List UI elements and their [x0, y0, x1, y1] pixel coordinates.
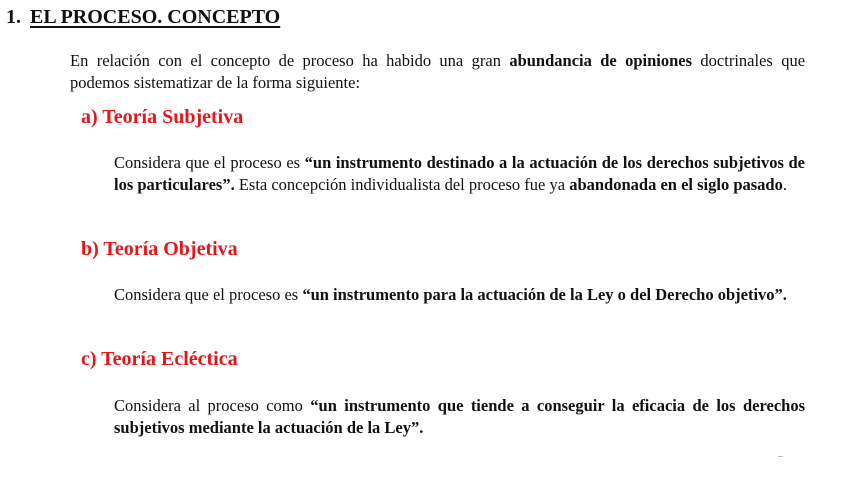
paragraph-bold: abandonada en el siglo pasado [569, 175, 783, 194]
paragraph-teoria-eclectica [114, 395, 805, 439]
paragraph-bold: “un instrumento que tiende a conseguir la eficacia de los derechos subjetivos mediante la actuación de la Ley”. [114, 396, 805, 437]
subheading-teoria-subjetiva: a) Teoría Subjetiva [81, 106, 244, 128]
section-heading [6, 6, 280, 29]
paragraph-teoria-subjetiva [114, 152, 805, 196]
subheading-teoria-objetiva: b) Teoría Objetiva [81, 238, 238, 260]
paragraph-text: . [782, 175, 787, 194]
paragraph-text: Esta concepción individualista del proceso fue ya [234, 175, 570, 194]
subheading-teoria-eclectica: c) Teoría Ecléctica [81, 348, 238, 370]
intro-text-1: En relación con el concepto de proceso ha habido una gran [70, 51, 510, 70]
paragraph-text: Considera al proceso como [114, 396, 311, 415]
paragraph-text: Considera que el proceso es [114, 285, 303, 304]
paragraph-teoria-objetiva [114, 284, 805, 306]
page-mark [778, 456, 783, 457]
intro-paragraph [70, 50, 805, 94]
paragraph-bold: “un instrumento para la actuación de la Ley o del Derecho objetivo”. [302, 285, 787, 304]
intro-bold-1: abundancia de opiniones [509, 51, 693, 70]
section-title: EL PROCESO. CONCEPTO [30, 6, 281, 28]
paragraph-text: Considera que el proceso es [114, 153, 305, 172]
section-number: 1. [6, 6, 21, 28]
paragraph-bold: “un instrumento destinado a la actuación de los derechos subjetivos de los particulares”. [114, 153, 805, 194]
intro-text-2: doctrinales que podemos sistematizar de la forma siguiente: [70, 51, 806, 92]
